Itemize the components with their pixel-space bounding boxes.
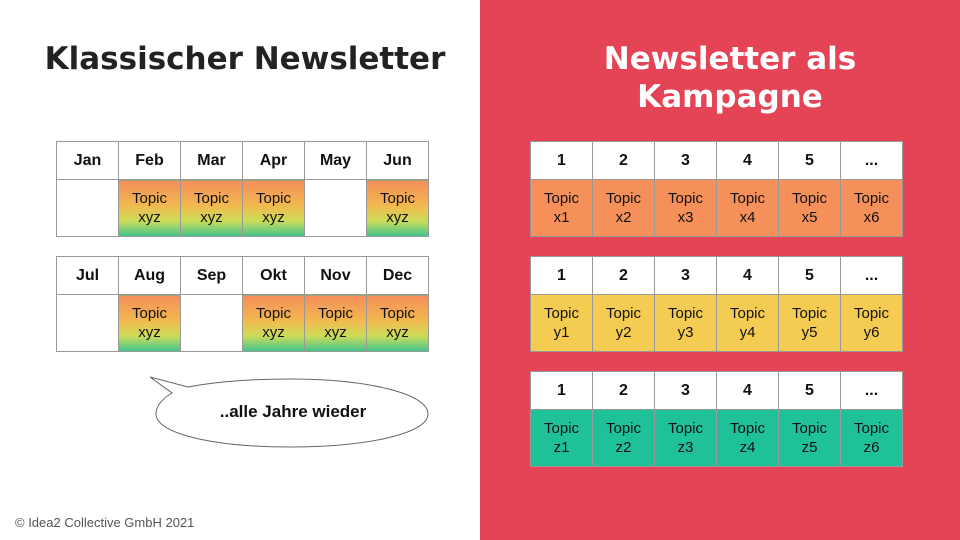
topic-label: Topic: [729, 305, 766, 322]
right-title-line1: Newsletter als: [603, 41, 857, 77]
topic-cell: [841, 180, 903, 237]
topic-cell: [779, 295, 841, 352]
month-header: Apr: [243, 142, 305, 180]
month-header: Sep: [181, 257, 243, 295]
topic-label: Topic: [605, 305, 642, 322]
topic-id: y2: [615, 324, 632, 341]
topic-id: x3: [677, 209, 694, 226]
empty-cell: [57, 295, 119, 352]
topic-cell: [593, 180, 655, 237]
campaign-topic-row: [531, 295, 903, 352]
step-header: ...: [841, 257, 903, 295]
topic-id: x2: [615, 209, 632, 226]
topic-cell: [655, 180, 717, 237]
campaign-table-x: [530, 141, 903, 237]
topic-label: Topic: [853, 190, 890, 207]
calendar-topic-row: [57, 295, 429, 352]
month-header: May: [305, 142, 367, 180]
topic-id: x4: [739, 209, 756, 226]
topic-id: xyz: [200, 209, 223, 226]
topic-label: Topic: [791, 305, 828, 322]
step-header: ...: [841, 372, 903, 410]
month-header: Feb: [119, 142, 181, 180]
topic-cell: [717, 180, 779, 237]
topic-label: Topic: [729, 420, 766, 437]
topic-label: Topic: [667, 420, 704, 437]
topic-id: z1: [553, 439, 570, 456]
right-title: [500, 40, 960, 116]
step-header: ...: [841, 142, 903, 180]
topic-label: Topic: [729, 190, 766, 207]
topic-label: Topic: [379, 190, 416, 207]
campaign-topic-row: [531, 180, 903, 237]
step-header: 3: [655, 142, 717, 180]
topic-label: Topic: [255, 190, 292, 207]
empty-cell: [181, 295, 243, 352]
topic-id: z3: [677, 439, 694, 456]
empty-cell: [305, 180, 367, 237]
calendar-table-h2: [56, 256, 429, 352]
topic-label: Topic: [131, 190, 168, 207]
topic-label: Topic: [543, 190, 580, 207]
topic-label: Topic: [853, 305, 890, 322]
topic-cell: [367, 180, 429, 237]
topic-id: y1: [553, 324, 570, 341]
topic-label: Topic: [131, 305, 168, 322]
topic-id: z4: [739, 439, 756, 456]
calendar-header-row: [57, 142, 429, 180]
topic-label: Topic: [791, 190, 828, 207]
topic-label: Topic: [193, 190, 230, 207]
topic-label: Topic: [255, 305, 292, 322]
topic-cell: [655, 410, 717, 467]
topic-label: Topic: [605, 190, 642, 207]
topic-cell: [243, 180, 305, 237]
step-header: 1: [531, 142, 593, 180]
empty-cell: [57, 180, 119, 237]
campaign-header-row: [531, 142, 903, 180]
topic-label: Topic: [667, 305, 704, 322]
step-header: 5: [779, 142, 841, 180]
month-header: Okt: [243, 257, 305, 295]
topic-cell: [531, 295, 593, 352]
topic-id: z5: [801, 439, 818, 456]
campaign-topic-row: [531, 410, 903, 467]
topic-cell: [717, 410, 779, 467]
step-header: 5: [779, 257, 841, 295]
topic-cell: [779, 410, 841, 467]
month-header: Jan: [57, 142, 119, 180]
topic-cell: [181, 180, 243, 237]
month-header: Dec: [367, 257, 429, 295]
topic-cell: [119, 180, 181, 237]
campaign-header-row: [531, 257, 903, 295]
step-header: 2: [593, 372, 655, 410]
topic-id: x6: [863, 209, 880, 226]
topic-cell: [367, 295, 429, 352]
step-header: 4: [717, 372, 779, 410]
campaign-header-row: [531, 372, 903, 410]
topic-cell: [531, 410, 593, 467]
calendar-topic-row: [57, 180, 429, 237]
topic-cell: [531, 180, 593, 237]
topic-id: y6: [863, 324, 880, 341]
topic-label: Topic: [543, 420, 580, 437]
topic-id: xyz: [324, 324, 347, 341]
step-header: 3: [655, 372, 717, 410]
topic-id: z6: [863, 439, 880, 456]
month-header: Mar: [181, 142, 243, 180]
month-header: Jul: [57, 257, 119, 295]
topic-id: y5: [801, 324, 818, 341]
campaign-table-y: [530, 256, 903, 352]
topic-label: Topic: [605, 420, 642, 437]
left-title: Klassischer Newsletter: [44, 41, 446, 77]
topic-id: xyz: [386, 209, 409, 226]
topic-cell: [779, 180, 841, 237]
topic-label: Topic: [379, 305, 416, 322]
topic-label: Topic: [853, 420, 890, 437]
topic-cell: [841, 295, 903, 352]
topic-cell: [243, 295, 305, 352]
topic-label: Topic: [543, 305, 580, 322]
topic-cell: [717, 295, 779, 352]
step-header: 4: [717, 142, 779, 180]
step-header: 1: [531, 372, 593, 410]
topic-cell: [593, 410, 655, 467]
speech-bubble-text: ..alle Jahre wieder: [219, 402, 367, 421]
topic-id: xyz: [138, 324, 161, 341]
topic-id: z2: [615, 439, 632, 456]
month-header: Jun: [367, 142, 429, 180]
topic-id: x5: [801, 209, 818, 226]
topic-cell: [593, 295, 655, 352]
topic-id: xyz: [262, 324, 285, 341]
step-header: 5: [779, 372, 841, 410]
month-header: Aug: [119, 257, 181, 295]
topic-cell: [305, 295, 367, 352]
step-header: 2: [593, 257, 655, 295]
copyright-notice: © Idea2 Collective GmbH 2021: [15, 515, 195, 530]
topic-id: y4: [739, 324, 756, 341]
topic-id: y3: [677, 324, 694, 341]
month-header: Nov: [305, 257, 367, 295]
calendar-header-row: [57, 257, 429, 295]
topic-label: Topic: [667, 190, 704, 207]
topic-id: x1: [553, 209, 570, 226]
topic-cell: [655, 295, 717, 352]
topic-id: xyz: [262, 209, 285, 226]
step-header: 4: [717, 257, 779, 295]
topic-label: Topic: [317, 305, 354, 322]
topic-label: Topic: [791, 420, 828, 437]
step-header: 1: [531, 257, 593, 295]
step-header: 2: [593, 142, 655, 180]
right-title-line2: Kampagne: [637, 79, 823, 115]
step-header: 3: [655, 257, 717, 295]
campaign-table-z: [530, 371, 903, 467]
calendar-table-h1: [56, 141, 429, 237]
topic-cell: [119, 295, 181, 352]
topic-id: xyz: [138, 209, 161, 226]
topic-id: xyz: [386, 324, 409, 341]
topic-cell: [841, 410, 903, 467]
